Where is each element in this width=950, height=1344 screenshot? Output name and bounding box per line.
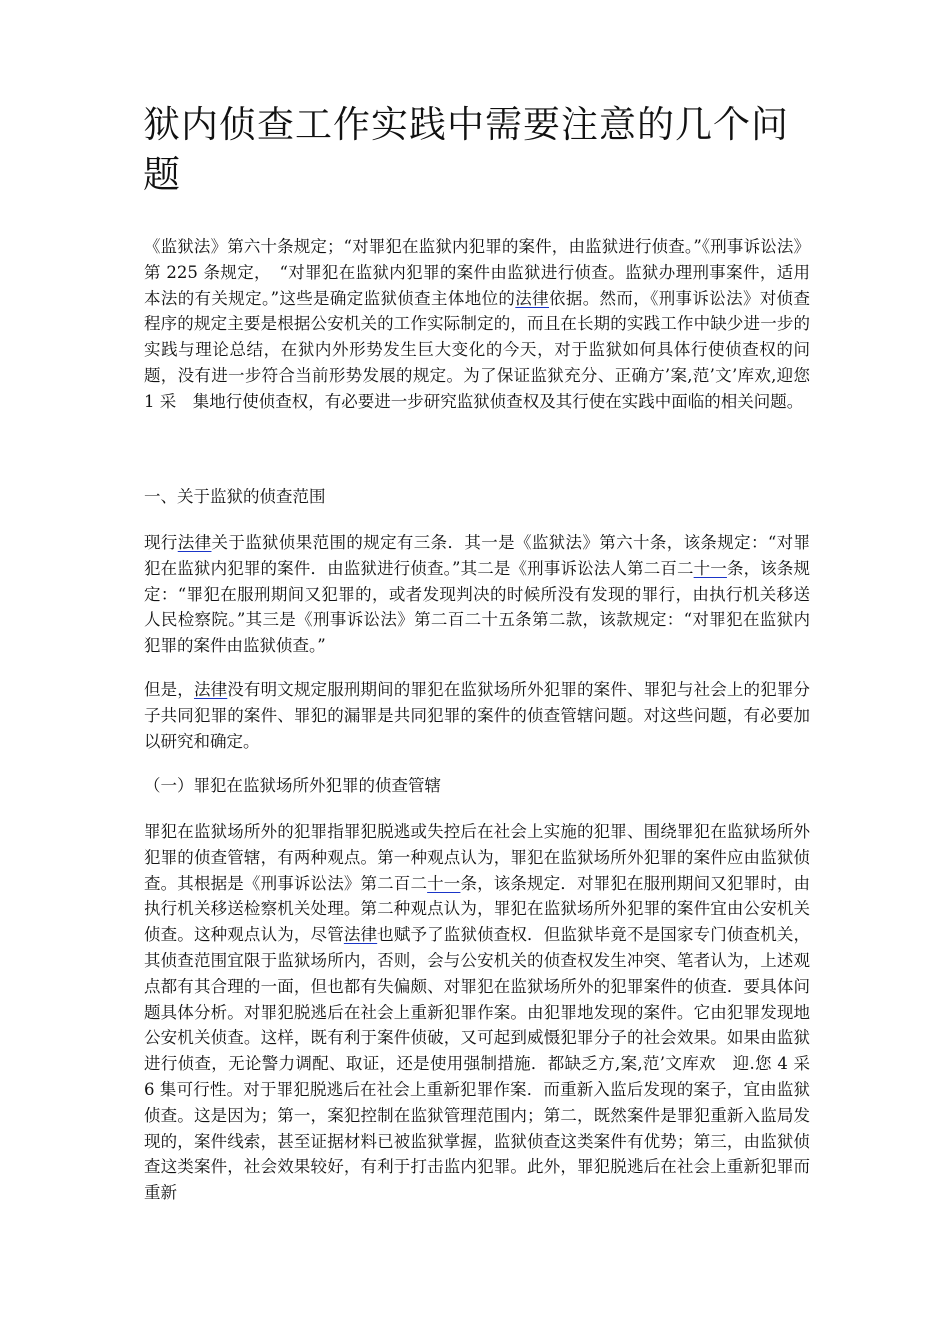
paragraph-text: 没有明文规定服刑期间的罪犯在监狱场所外犯罪的案件、罪犯与社会上的犯罪分子共同犯罪的案件、罪犯的漏罪是共同犯罪的案件的侦查管辖问题。对这些问题，有必要加以研究和确定。 <box>144 680 811 751</box>
paragraph-text: 也赋予了监狱侦查权．但监狱毕竟不是国家专门侦查机关，其侦查范围宜限于监狱场所内，否则，会与公安机关的侦查权发生冲突、笔者认为，上述观点都有其合理的一面，但也都有失偏颇、对罪犯在监狱场所外的犯罪案件的侦查．要具体问题具体分析。对罪犯脱逃后在社会上重新犯罪作案。由犯罪地发现的案件。它由犯罪发现地公安机关侦查。这样，既有利于案件侦破，又可起到威慑犯罪分子的社会效果。如果由监狱进行侦查，无论警力调配、取证，还是使用强制措施．都缺乏方,案,范’文库欢 迎.您 4 采 6 集可行性。对于罪犯脱逃后在社会上重新犯罪作案．而重新入监后发现的案子，宜由监狱侦查。这是因为；第一，案犯控制在监狱管理范围内；第二，既然案件是罪犯重新入监局发现的，案件线索，甚至证据材料已被监狱掌握，监狱侦查这类案件有优势；第三，由监狱侦查这类案件，社会效果较好，有利于打击监内犯罪。此外，罪犯脱逃后在社会上重新犯罪而重新 <box>144 925 811 1203</box>
intro-paragraph <box>144 234 810 415</box>
law-link[interactable]: 法律 <box>515 288 549 308</box>
paragraph-text: 关于监狱侦果范围的规定有三条．其一是《监狱法》第六十条，该条规定：“对罪犯在监狱内犯罪的案件．由监狱进行侦查。”其二是《刑事诉讼法人第二百二 <box>144 533 811 578</box>
scope-paragraph <box>144 530 810 659</box>
paragraph-text: 条，该条规定．对罪犯在服刑期间又犯罪时，由执行机关移送检察机关处理。第二种观点认为，罪犯在监狱场所外犯罪的案件宜由公安机关侦查。这种观点认为，尽管 <box>144 873 811 945</box>
jurisdiction-paragraph <box>144 819 810 1206</box>
law-link[interactable]: 法律 <box>177 533 212 552</box>
document-title: 狱内侦查工作实践中需要注意的几个问题 <box>143 103 789 196</box>
paragraph-text: 依据。然而，《刑事诉讼法》对侦查程序的规定主要是根据公安机关的工作实际制定的，而且在长期的实践工作中缺少进一步的实践与理论总结，在狱内外形势发生巨大变化的今天，对于监狱如何具体行使侦查权的问题，没有进一步符合当前形势发展的规定。为了保证监狱充分、正确方’案,范’文’库欢,迎您 1 采 集地行使侦查权，有必要进一步研究监狱侦查权及其行使在实践中面临的相关问题。 <box>144 288 811 411</box>
gap-paragraph <box>144 677 810 754</box>
article-link[interactable]: 十一 <box>427 873 461 893</box>
paragraph-text: 但是， <box>144 680 194 699</box>
subsection-heading: （一）罪犯在监狱场所外犯罪的侦查管辖 <box>144 776 441 795</box>
law-link[interactable]: 法律 <box>193 680 228 699</box>
article-link[interactable]: 十一 <box>693 558 727 578</box>
section-heading: 一、关于监狱的侦查范围 <box>144 487 326 506</box>
law-link[interactable]: 法律 <box>343 925 378 945</box>
paragraph-text: 《监狱法》第六十条规定；“对罪犯在监狱内犯罪的案件，由监狱进行侦查。”《刑事诉讼法》第 225 条规定， “对罪犯在监狱内犯罪的案件由监狱进行侦查。监狱办理刑事案件，适用本法的有关规定。”这些是确定监狱侦查主体地位的 <box>144 237 810 308</box>
paragraph-text: 现行 <box>144 533 178 552</box>
paragraph-text: 罪犯在监狱场所外的犯罪指罪犯脱逃或失控后在社会上实施的犯罪、围绕罪犯在监狱场所外犯罪的侦查管辖，有两种观点。第一种观点认为，罪犯在监狱场所外犯罪的案件应由监狱侦查。其根据是《刑事诉讼法》第二百二 <box>144 822 810 893</box>
paragraph-text: 条，该条规定：“罪犯在服刑期间又犯罪的，或者发现判决的时候所没有发现的罪行，由执行机关移送人民检察院。”其三是《刑事诉讼法》第二百二十五条第二款，该款规定：“对罪犯在监狱内犯罪的案件由监狱侦查。” <box>144 558 811 656</box>
